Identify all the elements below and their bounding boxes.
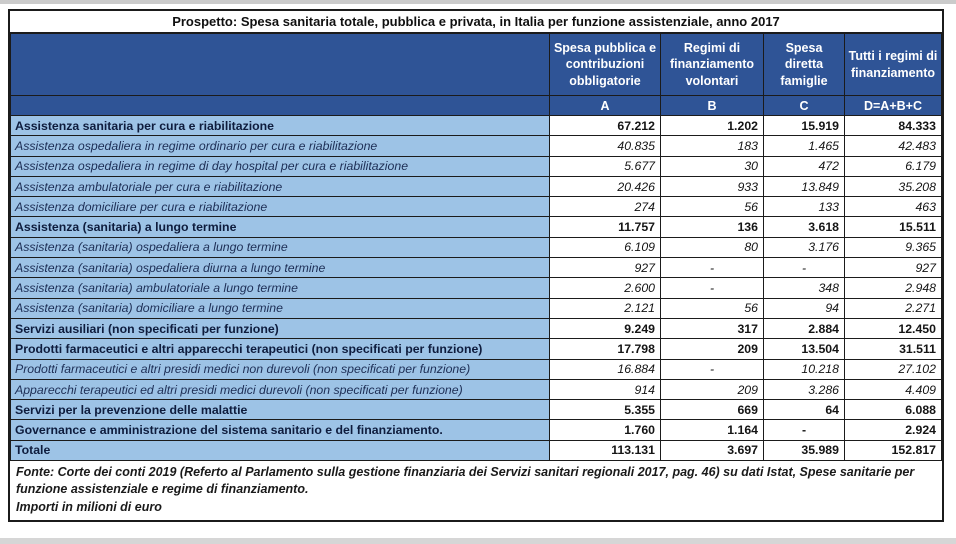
cell-value: 3.176 [764, 237, 845, 257]
cell-value: 113.131 [550, 440, 661, 460]
cell-value: 472 [764, 156, 845, 176]
cell-value: 17.798 [550, 339, 661, 359]
cell-value: 317 [661, 318, 764, 338]
cell-value: - [661, 359, 764, 379]
header-row-labels [11, 34, 942, 96]
cell-value: 20.426 [550, 176, 661, 196]
cell-value: 80 [661, 237, 764, 257]
column-code-d: D=A+B+C [845, 96, 942, 116]
column-code-b: B [661, 96, 764, 116]
cell-value: - [764, 420, 845, 440]
cell-value: 84.333 [845, 116, 942, 136]
cell-value: 94 [764, 298, 845, 318]
cell-value: 40.835 [550, 136, 661, 156]
cell-value: 16.884 [550, 359, 661, 379]
table-row [11, 258, 942, 278]
cell-value: 64 [764, 400, 845, 420]
prospetto-sheet [8, 9, 944, 522]
row-label: Assistenza ospedaliera in regime di day hospital per cura e riabilitazione [11, 156, 550, 176]
cell-value: 133 [764, 197, 845, 217]
cell-value: 183 [661, 136, 764, 156]
cell-value: 463 [845, 197, 942, 217]
cell-value: 35.208 [845, 176, 942, 196]
cell-value: 274 [550, 197, 661, 217]
cell-value: 6.088 [845, 400, 942, 420]
cell-value: 15.511 [845, 217, 942, 237]
cell-value: 12.450 [845, 318, 942, 338]
row-label: Assistenza (sanitaria) ospedaliera a lungo termine [11, 237, 550, 257]
cell-value: 31.511 [845, 339, 942, 359]
cell-value: 669 [661, 400, 764, 420]
source-note: Fonte: Corte dei conti 2019 (Referto al Parlamento sulla gestione finanziaria dei Servizi sanitari regionali 2017, pag. 46) su dati Istat, Spese sanitarie per funzione assistenziale e regime di finanziamento. [16, 465, 915, 497]
table-row [11, 156, 942, 176]
cell-value: 4.409 [845, 379, 942, 399]
cell-value: 10.218 [764, 359, 845, 379]
table-row [11, 217, 942, 237]
cell-value: 209 [661, 339, 764, 359]
cell-value: - [764, 258, 845, 278]
cell-value: 3.697 [661, 440, 764, 460]
header-stub-cell [11, 34, 550, 96]
table-row [11, 136, 942, 156]
header-stub-cell [11, 96, 550, 116]
row-label: Governance e amministrazione del sistema sanitario e del finanziamento. [11, 420, 550, 440]
cell-value: 914 [550, 379, 661, 399]
table-row [11, 339, 942, 359]
column-code-c: C [764, 96, 845, 116]
column-code-a: A [550, 96, 661, 116]
cell-value: 11.757 [550, 217, 661, 237]
cell-value: 15.919 [764, 116, 845, 136]
table-row [11, 298, 942, 318]
cell-value: 30 [661, 156, 764, 176]
cell-value: 136 [661, 217, 764, 237]
row-label: Assistenza (sanitaria) a lungo termine [11, 217, 550, 237]
cell-value: 3.618 [764, 217, 845, 237]
cell-value: 9.249 [550, 318, 661, 338]
table-row [11, 379, 942, 399]
cell-value: 1.164 [661, 420, 764, 440]
row-label: Prodotti farmaceutici e altri presidi medici non durevoli (non specificati per funzione) [11, 359, 550, 379]
cell-value: 348 [764, 278, 845, 298]
cell-value: 2.271 [845, 298, 942, 318]
column-header-spesa-diretta: Spesa diretta famiglie [764, 34, 845, 96]
table-footnote [10, 461, 942, 520]
cell-value: 2.924 [845, 420, 942, 440]
table-row [11, 197, 942, 217]
cell-value: 933 [661, 176, 764, 196]
column-header-regimi-volontari: Regimi di finanziamento volontari [661, 34, 764, 96]
cell-value: - [661, 278, 764, 298]
cell-value: 1.760 [550, 420, 661, 440]
table-row [11, 116, 942, 136]
units-note: Importi in milioni di euro [16, 499, 162, 514]
cell-value: 13.504 [764, 339, 845, 359]
row-label: Assistenza ospedaliera in regime ordinario per cura e riabilitazione [11, 136, 550, 156]
cell-value: 1.202 [661, 116, 764, 136]
cell-value: 209 [661, 379, 764, 399]
cell-value: 927 [550, 258, 661, 278]
cell-value: 1.465 [764, 136, 845, 156]
cell-value: 6.109 [550, 237, 661, 257]
cell-value: 9.365 [845, 237, 942, 257]
table-row [11, 278, 942, 298]
table-row [11, 400, 942, 420]
row-label: Apparecchi terapeutici ed altri presidi medici durevoli (non specificati per funzione) [11, 379, 550, 399]
cell-value: 152.817 [845, 440, 942, 460]
row-label: Totale [11, 440, 550, 460]
cell-value: 927 [845, 258, 942, 278]
header-row-codes [11, 96, 942, 116]
table-row [11, 237, 942, 257]
cell-value: 2.121 [550, 298, 661, 318]
column-header-tutti-regimi: Tutti i regimi di finanziamento [845, 34, 942, 96]
cell-value: 67.212 [550, 116, 661, 136]
cell-value: 2.600 [550, 278, 661, 298]
cell-value: 56 [661, 298, 764, 318]
cell-value: 5.677 [550, 156, 661, 176]
scan-edge-top [0, 0, 956, 4]
cell-value: 6.179 [845, 156, 942, 176]
cell-value: - [661, 258, 764, 278]
table-row [11, 420, 942, 440]
cell-value: 56 [661, 197, 764, 217]
row-label: Assistenza (sanitaria) ospedaliera diurna a lungo termine [11, 258, 550, 278]
column-header-spesa-pubblica: Spesa pubblica e contribuzioni obbligatorie [550, 34, 661, 96]
table-row [11, 318, 942, 338]
cell-value: 42.483 [845, 136, 942, 156]
row-label: Assistenza (sanitaria) domiciliare a lungo termine [11, 298, 550, 318]
table-row [11, 176, 942, 196]
row-label: Assistenza (sanitaria) ambulatoriale a lungo termine [11, 278, 550, 298]
cell-value: 5.355 [550, 400, 661, 420]
cell-value: 3.286 [764, 379, 845, 399]
row-label: Assistenza ambulatoriale per cura e riabilitazione [11, 176, 550, 196]
cell-value: 13.849 [764, 176, 845, 196]
cell-value: 2.948 [845, 278, 942, 298]
table-title: Prospetto: Spesa sanitaria totale, pubblica e privata, in Italia per funzione assistenziale, anno 2017 [10, 11, 942, 33]
row-label: Assistenza domiciliare per cura e riabilitazione [11, 197, 550, 217]
scan-edge-bottom [0, 538, 956, 544]
row-label: Prodotti farmaceutici e altri apparecchi terapeutici (non specificati per funzione) [11, 339, 550, 359]
table-row [11, 359, 942, 379]
cell-value: 2.884 [764, 318, 845, 338]
table-row [11, 440, 942, 460]
row-label: Servizi per la prevenzione delle malattie [11, 400, 550, 420]
row-label: Assistenza sanitaria per cura e riabilitazione [11, 116, 550, 136]
spesa-sanitaria-table [10, 33, 942, 461]
row-label: Servizi ausiliari (non specificati per funzione) [11, 318, 550, 338]
cell-value: 27.102 [845, 359, 942, 379]
cell-value: 35.989 [764, 440, 845, 460]
